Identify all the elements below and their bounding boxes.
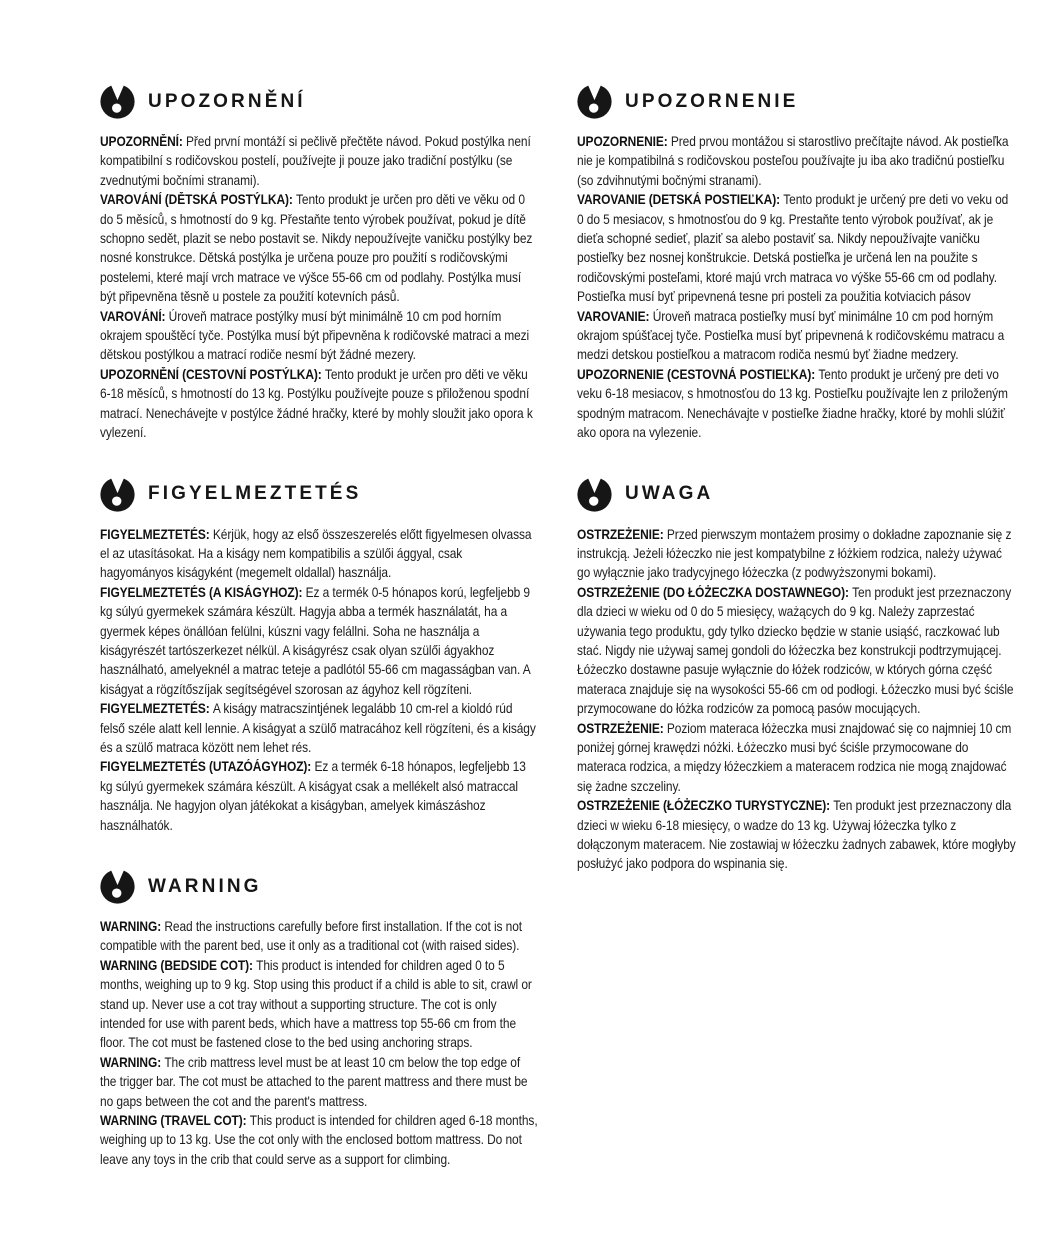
paragraph-text: Poziom materaca łóżeczka musi znajdować się co najmniej 10 cm poniżej górnej krawędzi nóżki. Łóżeczko musi być ściśle przymocowane do materaca rodzica, a między łóżeczkiem a materacem rodzica nie mogą znajdować się żadne szczeliny. bbox=[577, 720, 1012, 794]
section-heading-row bbox=[577, 84, 1016, 119]
paragraph-label: UPOZORNENIE: bbox=[577, 134, 671, 149]
warning-paragraph bbox=[100, 190, 539, 306]
warning-paragraph bbox=[577, 583, 1016, 719]
section-title: WARNING bbox=[148, 875, 262, 897]
section-heading-row bbox=[577, 477, 1016, 512]
paragraph-label: VAROVÁNÍ (DĚTSKÁ POSTÝLKA): bbox=[100, 192, 297, 208]
section-paragraphs bbox=[577, 525, 1016, 874]
paragraph-label: FIGYELMEZTETÉS: bbox=[100, 701, 213, 717]
section-paragraphs bbox=[100, 917, 539, 1169]
section-title: UWAGA bbox=[625, 483, 714, 504]
warning-paragraph bbox=[100, 365, 539, 443]
warning-paragraph bbox=[100, 307, 539, 365]
paragraph-text: Ten produkt jest przeznaczony dla dzieci w wieku 6-18 miesięcy, o wadze do 13 kg. Używaj łóżeczka tylko z dołączonym materacem. Nie zostawiaj w łóżeczku żadnych zabawek, które mogłyby posłużyć jako podpora do wspinania się. bbox=[577, 798, 1016, 872]
warning-badge-icon bbox=[100, 84, 135, 119]
paragraph-text: Przed pierwszym montażem prosimy o dokładne zapoznanie się z instrukcją. Jeżeli łóżeczko nie jest kompatybilne z łóżkiem rodzica, należy używać go wyłącznie jako tradycyjnego łóżeczka (z podwyższonymi bokami). bbox=[577, 526, 1012, 581]
warning-badge-icon bbox=[577, 477, 612, 512]
paragraph-label: UPOZORNENIE (CESTOVNÁ POSTIEĽKA): bbox=[577, 366, 819, 382]
section-heading-row bbox=[100, 84, 539, 119]
section-paragraphs bbox=[100, 132, 539, 443]
warning-paragraph bbox=[100, 132, 539, 190]
warning-paragraph bbox=[577, 365, 1016, 443]
warning-badge-icon bbox=[577, 84, 612, 119]
warning-paragraph bbox=[577, 132, 1016, 190]
section-title: FIGYELMEZTETÉS bbox=[148, 483, 362, 504]
paragraph-label: WARNING: bbox=[100, 919, 165, 934]
paragraph-text: Tento produkt je určený pre deti vo veku od 0 do 5 mesiacov, s hmotnosťou do 9 kg. Prestaňte tento výrobok používať, ak je dieťa schopné sedieť, plaziť sa alebo postaviť sa. Nikdy nepoužívajte vaničku postieľky bez nosnej konštrukcie. Detská postieľka je určená len na použite s rodičovskými posteľami, ktoré majú vrch matraca vo výške 55-66 cm od podlahy. Postieľka musí byť pripevnená tesne pri posteli za použitia kotviacich pásov bbox=[577, 192, 1009, 305]
paragraph-text: Úroveň matraca postieľky musí byť minimálne 10 cm pod horným okrajom spúšťacej tyče. Postieľka musí byť pripevnená k rodičovskému matracu a medzi detskou postieľkou a matracom rodiča nesmú byť žiadne medzery. bbox=[577, 308, 1005, 363]
paragraph-label: WARNING: bbox=[100, 1054, 165, 1070]
paragraph-text: Tento produkt je určen pro děti ve věku od 0 do 5 měsíců, s hmotností do 9 kg. Přestaňte tento výrobek používat, pokud je dítě schopno sedět, plazit se nebo postavit se. Nikdy nepoužívejte vaničku postýlky bez nosné konstrukce. Dětská postýlka je určena pouze pro použití s rodičovskými postelemi, které mají vrch matrace ve výšce 55-66 cm od podlahy. Postýlka musí být připevněna těsně u postele za použití kotevních pásů. bbox=[100, 192, 533, 305]
section-title: UPOZORNENIE bbox=[625, 90, 799, 112]
paragraph-text: Tento produkt je určen pro děti ve věku 6-18 měsíců, s hmotností do 13 kg. Postýlku používejte pouze s přiloženou spodní matrací. Nenechávejte v postýlce žádné hračky, které by mohly sloužit jako opora k vylezení. bbox=[100, 366, 533, 441]
paragraph-label: FIGYELMEZTETÉS (A KISÁGYHOZ): bbox=[100, 584, 306, 600]
paragraph-text: Read the instructions carefully before first installation. If the cot is not compatible with the parent bed, use it only as a traditional cot (with raised sides). bbox=[100, 919, 523, 954]
section-upozorneni-cs bbox=[100, 84, 539, 443]
section-heading-row bbox=[100, 477, 539, 512]
paragraph-label: WARNING (BEDSIDE COT): bbox=[100, 957, 257, 973]
paragraph-label: VAROVANIE: bbox=[577, 308, 653, 324]
warning-paragraph bbox=[100, 699, 539, 757]
section-figyelmeztetes-hu bbox=[100, 477, 539, 836]
paragraph-label: VAROVÁNÍ: bbox=[100, 308, 169, 324]
warning-paragraph bbox=[100, 1053, 539, 1111]
warning-paragraph bbox=[100, 956, 539, 1053]
paragraph-label: OSTRZEŻENIE (ŁÓŻECZKO TURYSTYCZNE): bbox=[577, 798, 834, 814]
paragraph-text: Pred prvou montážou si starostlivo prečítajte návod. Ak postieľka nie je kompatibilná s rodičovskou posteľou používajte ju iba ako tradičnú postieľku (so zdvihnutými bočnými stranami). bbox=[577, 134, 1009, 188]
warning-paragraph bbox=[577, 796, 1016, 874]
section-paragraphs bbox=[577, 132, 1016, 443]
paragraph-text: Ez a termék 6-18 hónapos, legfeljebb 13 kg súlyú gyermekek számára készült. A kiságyat csak a mellékelt alsó matraccal használja. Ne hagyjon olyan játékokat a kiságyban, amelyek kimászáshoz használhatók. bbox=[100, 759, 526, 833]
section-uwaga-pl bbox=[577, 477, 1016, 874]
paragraph-text: Ten produkt jest przeznaczony dla dzieci w wieku od 0 do 5 miesięcy, ważących do 9 kg. Należy zaprzestać używania tego produktu, gdy tylko dziecko będzie w stanie usiąść, raczkować lub stać. Nigdy nie używaj samej gondoli do łóżeczka bez konstrukcji podtrzymującej. Łóżeczko dostawne pasuje wyłącznie do łóżek rodziców, w których górna część materaca znajduje się na wysokości 55-66 cm od podłogi. Łóżeczko musi być ściśle przymocowane do łóżka rodziców za pomocą pasów mocujących. bbox=[577, 584, 1014, 717]
warning-paragraph bbox=[100, 1111, 539, 1169]
warning-paragraph bbox=[100, 917, 539, 956]
warning-badge-icon bbox=[100, 477, 135, 512]
warning-paragraph bbox=[577, 525, 1016, 583]
warning-paragraph bbox=[577, 190, 1016, 306]
warning-paragraph bbox=[577, 307, 1016, 365]
warning-paragraph bbox=[100, 525, 539, 583]
paragraph-text: Kérjük, hogy az első összeszerelés előtt figyelmesen olvassa el az utasításokat. Ha a kiságy nem kompatibilis a szülői ággyal, csak hagyományos kiságyként (megemelt oldallal) használja. bbox=[100, 526, 532, 581]
paragraph-text: The crib mattress level must be at least 10 cm below the top edge of the trigger bar. The cot must be attached to the parent mattress and there must be no gaps between the cot and the parent's mattress. bbox=[100, 1054, 528, 1109]
paragraph-label: FIGYELMEZTETÉS (UTAZÓÁGYHOZ): bbox=[100, 759, 315, 775]
paragraph-label: OSTRZEŻENIE (DO ŁÓŻECZKA DOSTAWNEGO): bbox=[577, 584, 853, 600]
section-paragraphs bbox=[100, 525, 539, 836]
paragraph-text: A kiságy matracszintjének legalább 10 cm-rel a kioldó rúd felső széle alatt kell lennie. A kiságyat a szülő matracához kell rögzíteni, és a kiságy és a szülő matraca között nem lehet rés. bbox=[100, 701, 536, 755]
paragraph-label: WARNING (TRAVEL COT): bbox=[100, 1113, 250, 1129]
paragraph-text: Tento produkt je určený pre deti vo veku 6-18 mesiacov, s hmotnosťou do 13 kg. Postieľku používajte len z priloženým spodným matracom. Nenechávajte v postieľke žiadne hračky, ktoré by mohli slúžiť ako opora na vylezenie. bbox=[577, 366, 1008, 441]
section-heading-row bbox=[100, 869, 539, 904]
paragraph-text: Před první montáží si pečlivě přečtěte návod. Pokud postýlka není kompatibilní s rodičovskou postelí, používejte ji pouze jako tradiční postýlku (se zvednutými bočními stranami). bbox=[100, 134, 531, 188]
paragraph-label: OSTRZEŻENIE: bbox=[577, 526, 667, 542]
paragraph-label: FIGYELMEZTETÉS: bbox=[100, 526, 213, 542]
paragraph-label: UPOZORNĚNÍ (CESTOVNÍ POSTÝLKA): bbox=[100, 366, 325, 382]
paragraph-label: UPOZORNĚNÍ: bbox=[100, 134, 187, 149]
warning-paragraph bbox=[100, 583, 539, 699]
paragraph-text: Ez a termék 0-5 hónapos korú, legfeljebb 9 kg súlyú gyermekek számára készült. Hagyja abba a termék használatát, ha a gyermek képes önállóan felülni, kúszni vagy felállni. Soha ne használja a kiságyrészét tartószerkezet nélkül. A kiságyrész csak olyan szülői ágyakhoz használható, amelyeknél a matrac teteje a padlótól 55-66 cm magasságban van. A kiságyat a rögzítőszíjak segítségével szorosan az ágyhoz kell rögzíteni. bbox=[100, 584, 531, 697]
paragraph-text: This product is intended for children aged 6-18 months, weighing up to 13 kg. Use the cot only with the enclosed bottom mattress. Do not leave any toys in the crib that could serve as a support for climbing. bbox=[100, 1113, 538, 1167]
section-title: UPOZORNĚNÍ bbox=[148, 90, 306, 112]
warning-paragraph bbox=[577, 719, 1016, 797]
section-warning-en bbox=[100, 869, 539, 1169]
column-left bbox=[100, 84, 539, 1203]
warning-badge-icon bbox=[100, 869, 135, 904]
section-upozornenie-sk bbox=[577, 84, 1016, 443]
paragraph-label: VAROVANIE (DETSKÁ POSTIEĽKA): bbox=[577, 192, 784, 208]
column-right bbox=[577, 84, 1016, 1203]
paragraph-label: OSTRZEŻENIE: bbox=[577, 720, 667, 736]
paragraph-text: This product is intended for children aged 0 to 5 months, weighing up to 9 kg. Stop using this product if a child is able to sit, crawl or stand up. Never use a cot tray without a supporting structure. The cot is only intended for use with parent beds, which have a mattress top 55-66 cm from the floor. The cot must be fastened close to the bed using anchoring straps. bbox=[100, 957, 532, 1051]
warning-paragraph bbox=[100, 757, 539, 835]
paragraph-text: Úroveň matrace postýlky musí být minimálně 10 cm pod horním okrajem spouštěcí tyče. Postýlka musí být připevněna k rodičovské matraci a mezi dětskou postýlkou a matrací rodiče nesmí být žádné mezery. bbox=[100, 308, 530, 363]
